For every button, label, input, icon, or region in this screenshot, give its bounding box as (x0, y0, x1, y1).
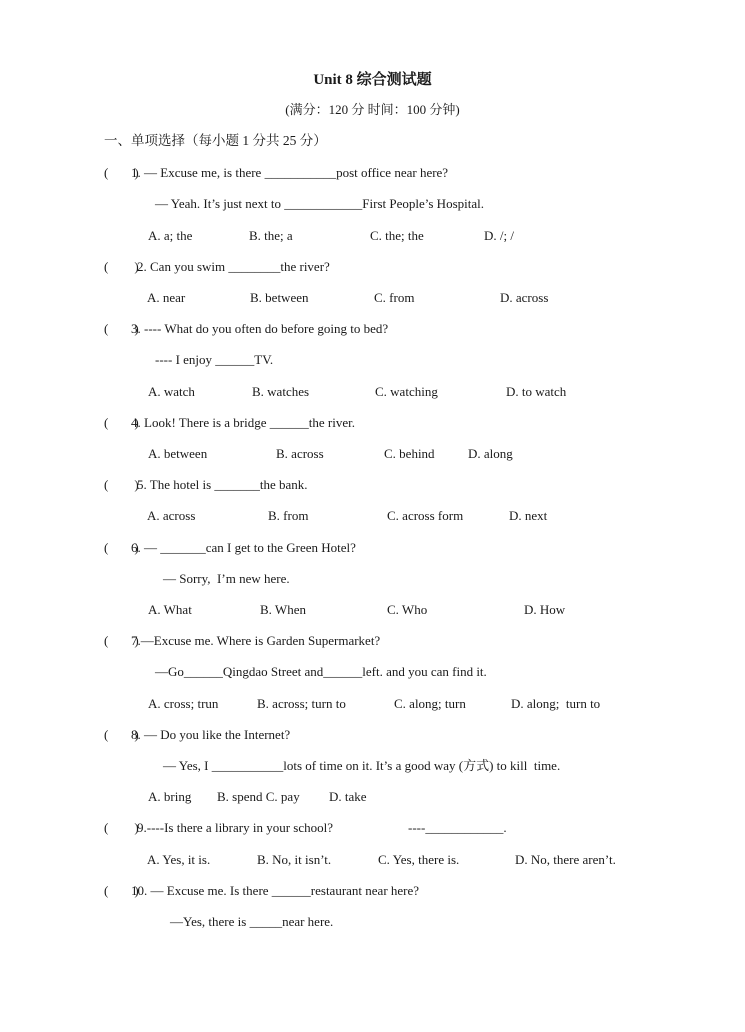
answer-blank[interactable]: ( ) (104, 321, 139, 336)
option-d: D. to watch (506, 384, 567, 399)
question-stem: 7.—Excuse me. Where is Garden Supermarket? (131, 633, 381, 648)
question-sub: ---- I enjoy ______TV. (155, 352, 274, 367)
answer-blank[interactable]: ( ) (104, 165, 139, 180)
option-c: C. behind (384, 446, 435, 461)
option-b: B. spend C. pay (217, 789, 300, 804)
question-sub: —Yes, there is _____near here. (170, 914, 334, 929)
option-a: A. cross; trun (148, 696, 219, 711)
option-a: A. near (147, 290, 186, 305)
option-b: B. watches (252, 384, 310, 399)
question-stem: 1. — Excuse me, is there ___________post office near here? (131, 165, 449, 180)
option-c: C. Yes, there is. (378, 852, 460, 867)
option-d: D. How (524, 602, 566, 617)
score-time-info: (满分：120 分 时间：100 分钟) (285, 102, 460, 117)
question-stem: 6. — _______can I get to the Green Hotel? (131, 540, 356, 555)
option-b: B. across (276, 446, 324, 461)
option-d: D. No, there aren’t. (515, 852, 616, 867)
option-d: D. /; / (484, 228, 514, 243)
option-b: B. between (250, 290, 309, 305)
question-stem: 9.----Is there a library in your school? (137, 820, 334, 835)
option-a: A. across (147, 508, 196, 523)
option-a: A. between (148, 446, 208, 461)
answer-blank[interactable]: ( ) (104, 633, 139, 648)
option-b: B. from (268, 508, 309, 523)
option-a: A. a; the (148, 228, 193, 243)
option-d: D. take (329, 789, 367, 804)
option-b: B. When (260, 602, 306, 617)
section-heading: 一、单项选择（每小题 1 分共 25 分） (104, 133, 327, 148)
answer-blank[interactable]: ( ) (104, 540, 139, 555)
option-c: C. the; the (370, 228, 424, 243)
option-a: A. Yes, it is. (147, 852, 211, 867)
page-title: Unit 8 综合测试题 (313, 72, 432, 88)
option-c: C. watching (375, 384, 438, 399)
option-a: A. bring (148, 789, 192, 804)
question-sub: — Yeah. It’s just next to ____________First People’s Hospital. (155, 196, 484, 211)
option-d: D. along (468, 446, 513, 461)
option-b: B. No, it isn’t. (257, 852, 332, 867)
option-b: B. across; turn to (257, 696, 346, 711)
answer-blank[interactable]: ( ) (104, 415, 139, 430)
question-sub: —Go______Qingdao Street and______left. and you can find it. (155, 664, 487, 679)
option-c: C. along; turn (394, 696, 466, 711)
question-stem: 4. Look! There is a bridge ______the river. (131, 415, 355, 430)
question-stem: 8. — Do you like the Internet? (131, 727, 291, 742)
option-c: C. from (374, 290, 415, 305)
answer-blank[interactable]: ( ) (104, 727, 139, 742)
answer-blank[interactable]: ( ) (104, 259, 139, 274)
option-c: C. across form (387, 508, 464, 523)
answer-blank[interactable]: ( ) (104, 477, 139, 492)
option-d: D. along; turn to (511, 696, 601, 711)
question-stem: 10. — Excuse me. Is there ______restaurant near here? (131, 883, 420, 898)
question-sub: — Yes, I ___________lots of time on it. It’s a good way (方式) to kill time. (163, 758, 561, 773)
question-sub: — Sorry, I’m new here. (163, 571, 290, 586)
question-answer-blank: ----____________. (408, 820, 507, 835)
option-b: B. the; a (249, 228, 293, 243)
answer-blank[interactable]: ( ) (104, 820, 139, 835)
answer-blank[interactable]: ( ) (104, 883, 139, 898)
question-stem: 5. The hotel is _______the bank. (137, 477, 308, 492)
option-a: A. watch (148, 384, 195, 399)
option-c: C. Who (387, 602, 428, 617)
option-a: A. What (148, 602, 192, 617)
option-d: D. next (509, 508, 548, 523)
question-stem: 2. Can you swim ________the river? (137, 259, 330, 274)
question-stem: 3. ---- What do you often do before going to bed? (131, 321, 389, 336)
option-d: D. across (500, 290, 549, 305)
